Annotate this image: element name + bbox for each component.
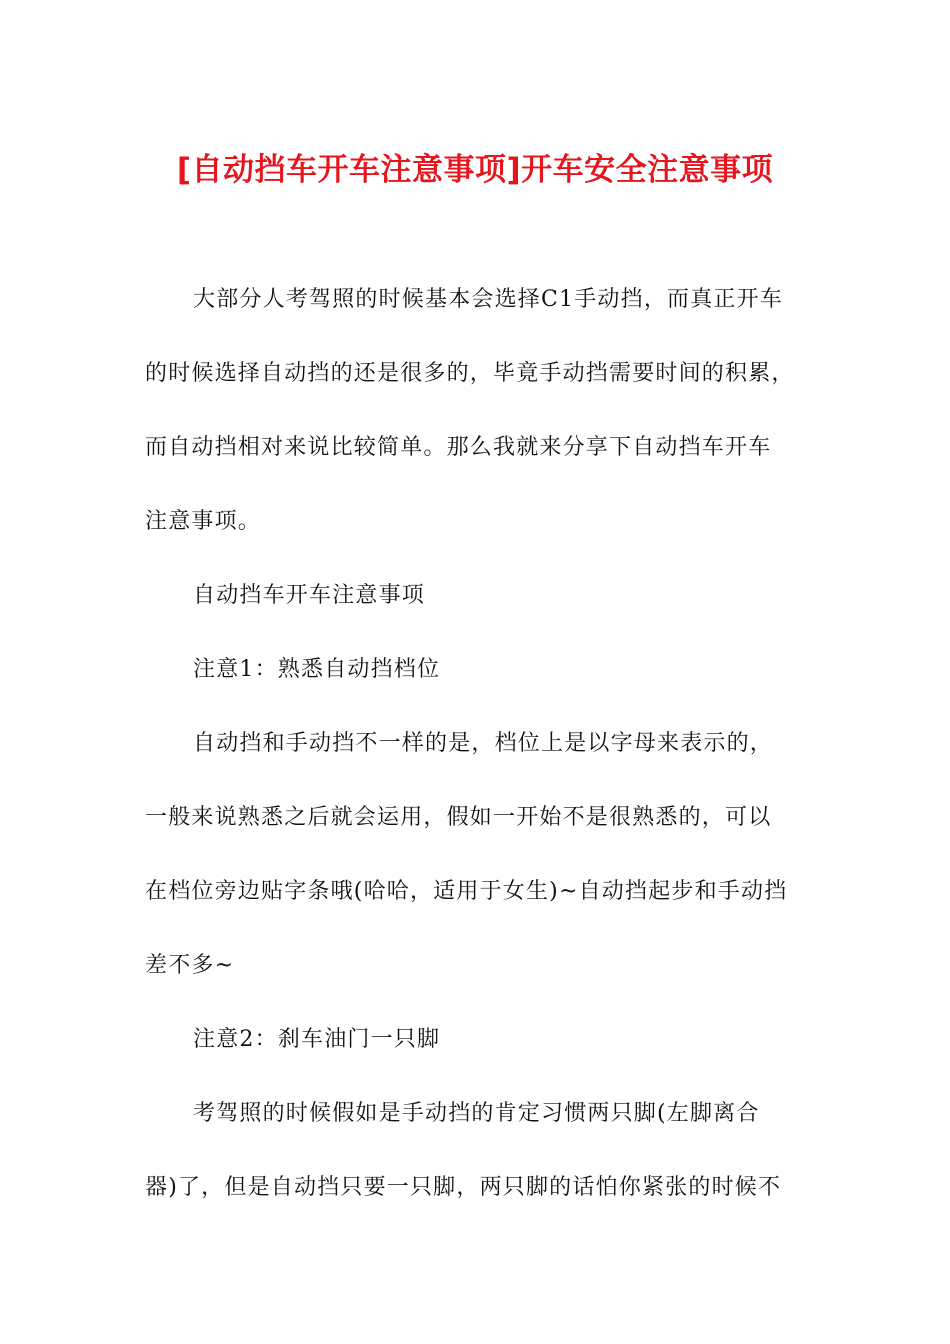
- note-heading: 注意1：熟悉自动挡档位: [193, 657, 441, 682]
- paragraph-line: 的时候选择自动挡的还是很多的，毕竟手动挡需要时间的积累，: [145, 361, 795, 386]
- paragraph-line: 一般来说熟悉之后就会运用，假如一开始不是很熟悉的，可以: [145, 805, 772, 830]
- paragraph-line: 自动挡和手动挡不一样的是，档位上是以字母来表示的，: [193, 731, 774, 756]
- paragraph-line: 考驾照的时候假如是手动挡的肯定习惯两只脚(左脚离合: [193, 1101, 760, 1126]
- paragraph-line: 器)了，但是自动挡只要一只脚，两只脚的话怕你紧张的时候不: [145, 1175, 782, 1200]
- page-title: [自动挡车开车注意事项]开车安全注意事项: [176, 152, 774, 188]
- section-heading: 自动挡车开车注意事项: [193, 583, 426, 608]
- paragraph-line: 大部分人考驾照的时候基本会选择C1手动挡，而真正开车: [193, 287, 784, 312]
- article-body: [145, 280, 807, 1242]
- paragraph-line: 而自动挡相对来说比较简单。那么我就来分享下自动挡车开车: [145, 435, 772, 460]
- paragraph-line: 注意事项。: [145, 509, 262, 534]
- note-heading: 注意2：刹车油门一只脚: [193, 1027, 441, 1052]
- paragraph-line: 差不多~: [145, 953, 235, 978]
- paragraph-line: 在档位旁边贴字条哦(哈哈，适用于女生)~自动挡起步和手动挡: [145, 879, 788, 904]
